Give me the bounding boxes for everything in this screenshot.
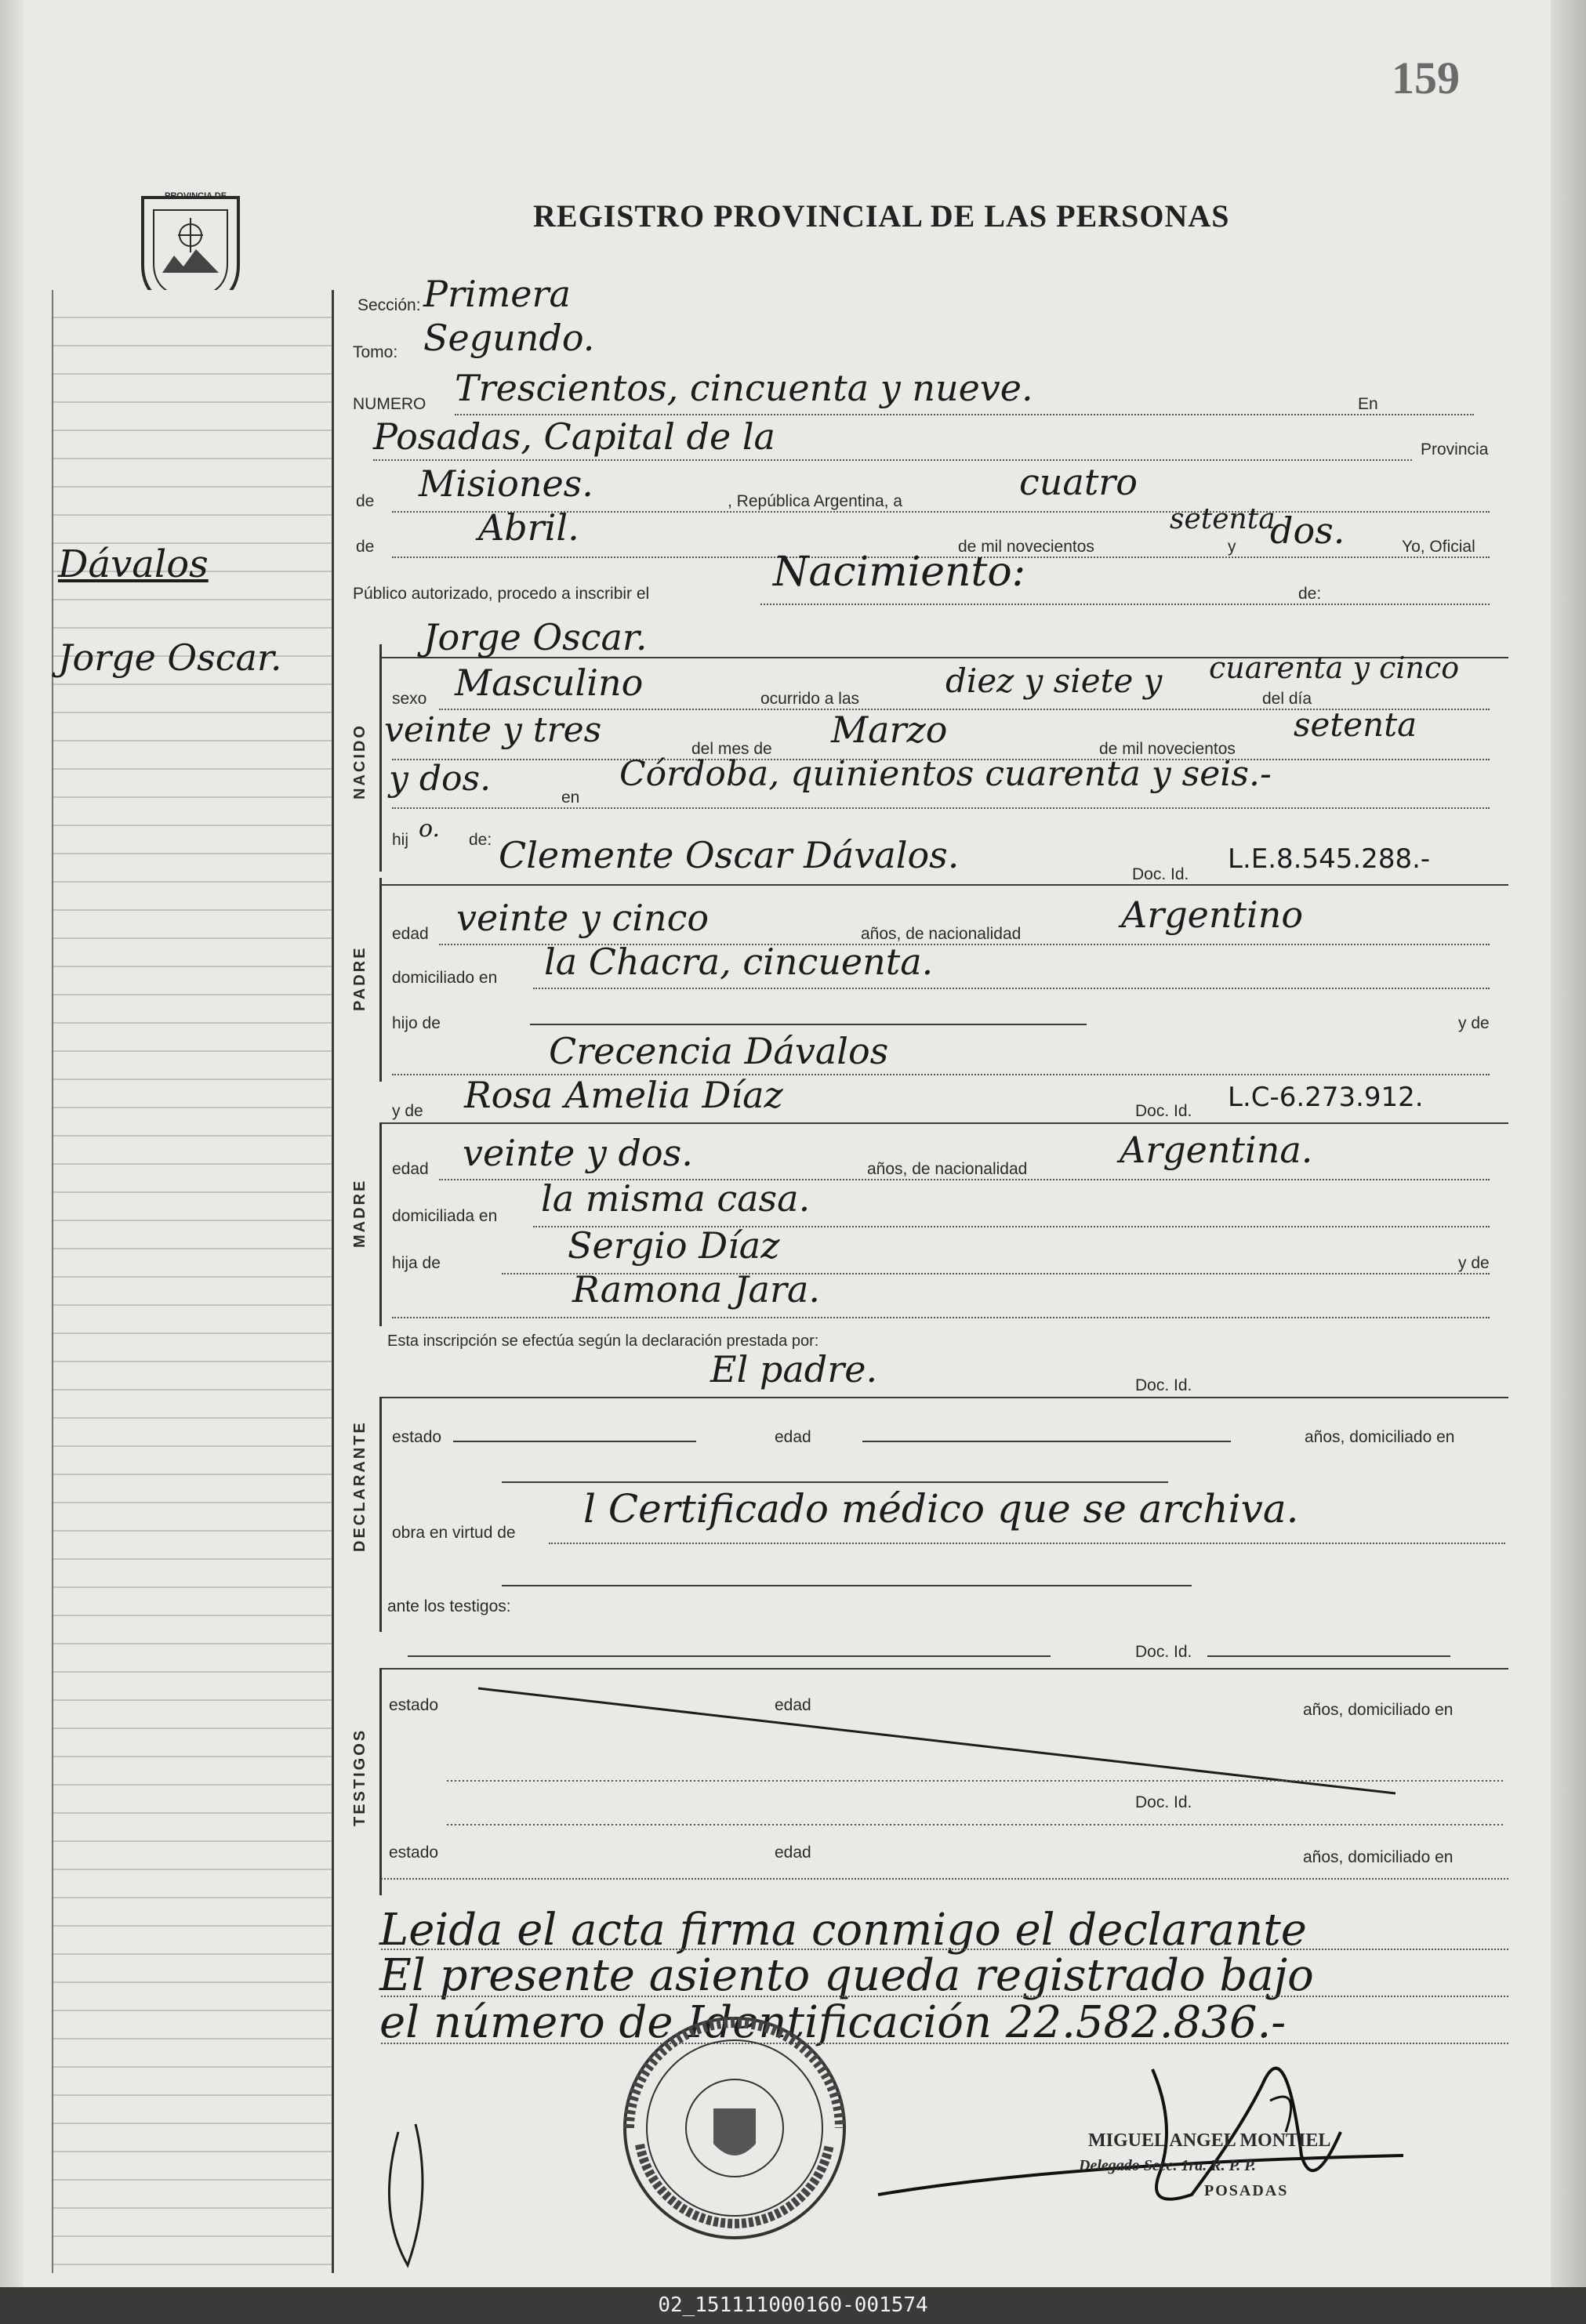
anio-value: setenta [1294,705,1417,744]
padre-edad-value: veinte y cinco [456,897,710,939]
ocurrido-label: ocurrido a las [760,690,860,708]
hora-value: diez y siete y [945,662,1163,700]
section-label-declarante: DECLARANTE [351,1420,368,1552]
page-edge [1551,0,1586,2287]
anio-decena-value: setenta [1170,503,1276,535]
testigo-2-doc-label: Doc. Id. [1135,1793,1192,1811]
emblem-text-top: PROVINCIA DE [165,191,227,201]
section-label-nacido: NACIDO [351,723,368,799]
madre-nac-value: Argentina. [1120,1129,1313,1171]
publico-label: Público autorizado, procedo a inscribir el [353,585,650,603]
de-mil-label: de mil novecientos [958,538,1094,556]
hij-suffix: o. [419,815,441,843]
madre-edad-label: edad [392,1160,429,1178]
declarante-value: El padre. [710,1348,878,1390]
madre-dom-label: domiciliada en [392,1207,498,1225]
padre-hijo-de-label: hijo de [392,1014,441,1032]
official-role: Delegado Secc. 1ra. R. P. P. [1079,2157,1256,2174]
madre-dom-value: la misma casa. [541,1177,811,1220]
madre-nac-label: años, de nacionalidad [867,1160,1028,1178]
cierre-line-1: Leida el acta firma conmigo el declarante [379,1905,1307,1956]
padre-nac-value: Argentino [1121,894,1304,936]
de-label-1: de [356,492,375,510]
del-dia-label: del día [1262,690,1312,708]
padre-dom-label: domiciliado en [392,969,498,987]
lugar-value: Posadas, Capital de la [373,415,775,458]
declarante-estado-label: estado [392,1428,442,1446]
y-label: y [1228,538,1236,556]
hora-2-value: cuarenta y cinco [1209,651,1460,685]
seccion-value: Primera [423,273,571,315]
section-label-testigos: TESTIGOS [351,1728,368,1826]
madre-nombre-value: Rosa Amelia Díaz [464,1074,783,1116]
madre-edad-value: veinte y dos. [463,1132,693,1174]
madre-doc-label: Doc. Id. [1135,1102,1192,1120]
dia-acta-value: cuatro [1019,461,1138,503]
nombre-value: Jorge Oscar. [423,616,648,658]
padre-doc-value: L.E.8.545.288.- [1228,843,1431,875]
margin-column [52,290,334,2273]
cierre-line-3: el número de Identificación 22.582.836.- [379,1997,1287,2048]
provincia-label: Provincia [1421,441,1489,459]
testigo-2-anos-dom-label: años, domiciliado en [1303,1848,1454,1866]
anio-unidad-value: dos. [1270,509,1345,552]
provincia-value: Misiones. [419,462,593,505]
madre-hija-de-label: hija de [392,1254,441,1272]
declarante-edad-label: edad [775,1428,811,1446]
de-label-2: de [356,538,375,556]
madre-y-de-label: y de [392,1102,423,1120]
page-number: 159 [1392,53,1460,103]
tomo-value: Segundo. [423,317,595,359]
binder-edge [0,0,24,2287]
padre-nombre-value: Clemente Oscar Dávalos. [499,834,960,876]
image-caption: 02_151111000160-001574 [0,2287,1586,2324]
testigo-2-estado-label: estado [389,1844,439,1862]
republica-label: , República Argentina, a [728,492,902,510]
mes-value: Marzo [831,709,948,751]
numero-value: Trescientos, cincuenta y nueve. [455,367,1033,409]
official-city: POSADAS [1204,2182,1289,2199]
en-label-2: en [561,789,580,807]
margin-given-names: Jorge Oscar. [58,636,282,679]
domicilio-value: Córdoba, quinientos cuarenta y seis.- [619,754,1272,794]
madre-madre-value: Ramona Jara. [572,1268,821,1311]
document-title: REGISTRO PROVINCIAL DE LAS PERSONAS [533,198,1230,234]
ante-testigos-label: ante los testigos: [387,1597,511,1615]
esta-inscripcion-label: Esta inscripción se efectúa según la declaración prestada por: [387,1332,819,1350]
declarante-doc-label: Doc. Id. [1135,1376,1192,1394]
testigo-1-edad-label: edad [775,1696,811,1714]
seccion-label: Sección: [357,296,421,314]
padre-nac-label: años, de nacionalidad [861,925,1022,943]
cierre-line-2: El presente asiento queda registrado bajo [379,1950,1314,2001]
testigo-1-doc-label: Doc. Id. [1135,1643,1192,1661]
declarante-anos-dom-label: años, domiciliado en [1305,1428,1455,1446]
yo-oficial-label: Yo, Oficial [1402,538,1475,556]
obra-value: l Certificado médico que se archiva. [583,1486,1299,1532]
de-mil-label-2: de mil novecientos [1099,740,1236,758]
padre-doc-label: Doc. Id. [1132,865,1189,883]
padre-dom-value: la Chacra, cincuenta. [544,941,934,983]
anio-2-value: y dos. [389,759,492,799]
section-label-madre: MADRE [351,1178,368,1248]
madre-y-de-label-2: y de [1458,1254,1490,1272]
madre-doc-value: L.C-6.273.912. [1228,1082,1424,1113]
padre-madre-value: Crecencia Dávalos [549,1030,889,1072]
section-label-padre: PADRE [351,945,368,1011]
tomo-label: Tomo: [353,343,398,361]
sexo-value: Masculino [455,662,644,704]
dia-value: veinte y tres [384,710,602,750]
en-label: En [1358,395,1378,413]
madre-padre-value: Sergio Díaz [568,1224,780,1267]
numero-label: NUMERO [353,395,426,413]
obra-label: obra en virtud de [392,1524,516,1542]
de-colon-label: de: [1298,585,1322,603]
official-name: MIGUEL ANGEL MONTIEL [1088,2130,1331,2151]
handwritten-signatures [361,2038,1497,2273]
padre-edad-label: edad [392,925,429,943]
padre-y-de-label: y de [1458,1014,1490,1032]
testigo-1-anos-dom-label: años, domiciliado en [1303,1701,1454,1719]
de-label-3: de: [469,831,492,849]
sexo-label: sexo [392,690,427,708]
tipo-acta-value: Nacimiento: [773,549,1026,596]
testigo-2-edad-label: edad [775,1844,811,1862]
margin-surname: Dávalos [58,542,209,586]
mes-acta-value: Abril. [478,506,579,549]
testigo-1-estado-label: estado [389,1696,439,1714]
hij-label: hij [392,831,409,849]
del-mes-label: del mes de [691,740,772,758]
